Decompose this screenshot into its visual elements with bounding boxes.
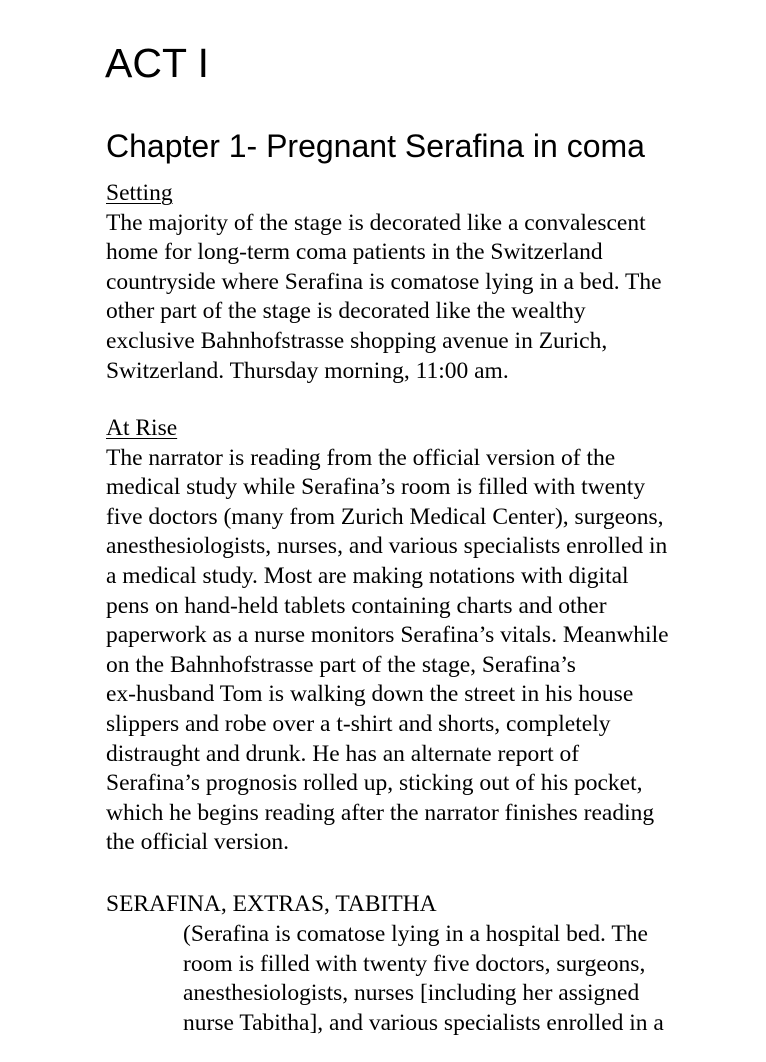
at-rise-line: medical study while Serafina’s room is filled with twenty — [106, 474, 646, 501]
setting-line: other part of the stage is decorated like the wealthy — [106, 298, 586, 325]
stage-direction-line: room is filled with twenty five doctors, surgeons, — [183, 950, 646, 977]
at-rise-line: the official version. — [106, 829, 289, 856]
at-rise-line: five doctors (many from Zurich Medical Center), surgeons, — [106, 503, 664, 530]
stage-direction-line: (Serafina is comatose lying in a hospital bed. The — [183, 921, 648, 947]
stage-direction — [183, 920, 664, 1038]
act-title: ACT I — [105, 40, 210, 86]
character-list: SERAFINA, EXTRAS, TABITHA — [106, 891, 437, 917]
at-rise-line: anesthesiologists, nurses, and various specialists enrolled in — [106, 533, 668, 560]
at-rise-line: Serafina’s prognosis rolled up, sticking out of his pocket, — [106, 770, 643, 797]
at-rise-line: a medical study. Most are making notations with digital — [106, 562, 629, 589]
setting-line: Switzerland. Thursday morning, 11:00 am. — [106, 357, 509, 384]
at-rise-line: on the Bahnhofstrasse part of the stage, Serafina’s — [106, 651, 576, 678]
stage-direction-line: nurse Tabitha], and various specialists enrolled in a — [183, 1009, 664, 1036]
at-rise-heading: At Rise — [106, 415, 178, 441]
chapter-title: Chapter 1- Pregnant Serafina in coma — [106, 128, 645, 164]
setting-line: The majority of the stage is decorated like a convalescent — [106, 209, 646, 236]
at-rise-line: paperwork as a nurse monitors Serafina’s vitals. Meanwhile — [106, 622, 669, 649]
setting-heading: Setting — [106, 180, 173, 206]
at-rise-section — [106, 414, 669, 858]
at-rise-line: pens on hand-held tablets containing charts and other — [106, 592, 607, 619]
at-rise-line: distraught and drunk. He has an alternate report of — [106, 740, 580, 767]
at-rise-line: ex-husband Tom is walking down the street in his house — [106, 681, 634, 708]
at-rise-line: The narrator is reading from the official version of the — [106, 444, 616, 471]
setting-line: countryside where Serafina is comatose lying in a bed. The — [106, 268, 662, 295]
setting-line: home for long-term coma patients in the Switzerland — [106, 239, 603, 266]
setting-line: exclusive Bahnhofstrasse shopping avenue in Zurich, — [106, 327, 608, 354]
at-rise-line: slippers and robe over a t-shirt and shorts, completely — [106, 710, 611, 737]
stage-direction-line: anesthesiologists, nurses [including her assigned — [183, 980, 640, 1007]
at-rise-line: which he begins reading after the narrator finishes reading — [106, 799, 655, 826]
setting-section — [106, 179, 662, 386]
